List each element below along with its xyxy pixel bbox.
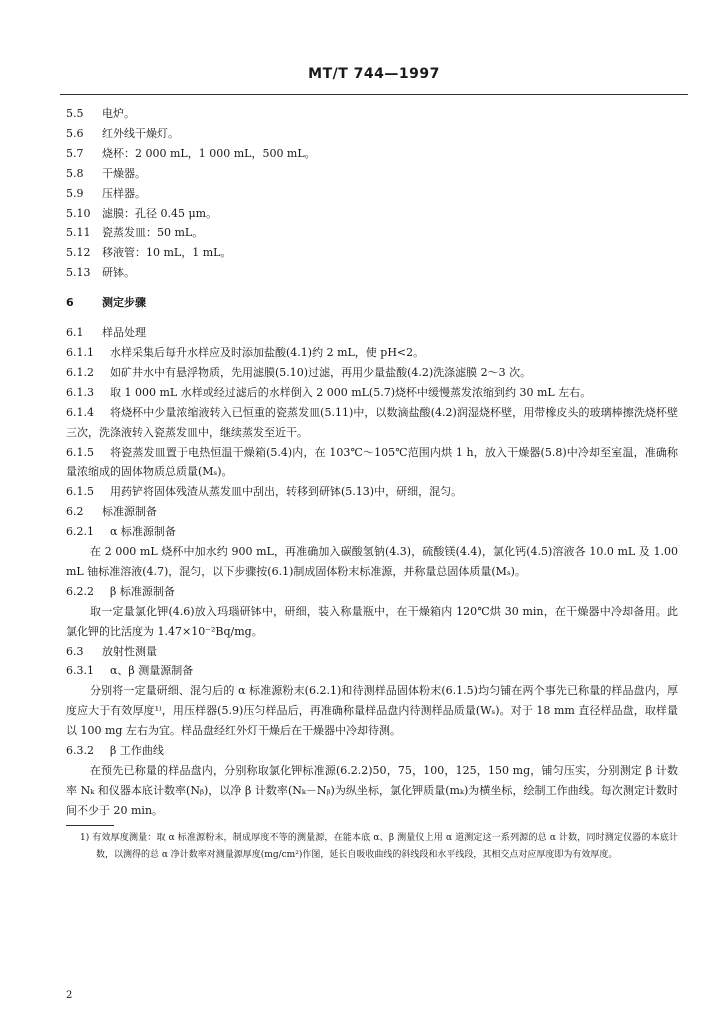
clause-heading: 6.3.1 α、β 测量源制备 [66,664,194,678]
clause-heading: 6.3.2 β 工作曲线 [66,744,164,758]
clause-heading: 6.2.1 α 标准源制备 [66,525,176,539]
clause: 6.1.2 如矿井水中有悬浮物质，先用滤膜(5.10)过滤，再用少量盐酸(4.2)洗涤滤膜 2～3 次。 [66,365,532,379]
clause: 6.1.5 用药铲将固体残渣从蒸发皿中刮出，转移到研钵(5.13)中，研细，混匀。 [66,485,463,499]
clause: 6.1.4 将烧杯中少量浓缩液转入已恒重的瓷蒸发皿(5.11)中，以数滴盐酸(4.2)润湿烧杯壁，用带橡皮头的玻璃棒擦洗烧杯壁三次，洗涤液转入瓷蒸发皿中，继续蒸发至近干。 [66,405,678,439]
list-item: 5.7 烧杯：2 000 mL，1 000 mL，500 mL。 [66,146,316,160]
paragraph: 取一定量氯化钾(4.6)放入玛瑙研钵中，研细，装入称量瓶中，在干燥箱内 120℃烘 30 min，在干燥器中冷却备用。此氯化钾的比活度为 1.47×10⁻²Bq/mg。 [66,604,678,638]
subsection-heading: 6.1 样品处理 [66,326,146,340]
clause-heading: 6.2.2 β 标准源制备 [66,584,175,598]
list-item: 5.11 瓷蒸发皿：50 mL。 [66,226,204,240]
standard-header: MT/T 744—1997 [308,66,440,82]
section-heading: 6 测定步骤 [66,296,146,310]
subsection-heading: 6.3 放射性测量 [66,644,157,658]
list-item: 5.5 电炉。 [66,107,135,120]
paragraph: 在预先已称量的样品盘内，分别称取氯化钾标准源(6.2.2)50，75，100，125，150 mg，铺匀压实，分别测定 β 计数率 Nₖ 和仪器本底计数率(Nᵦ)，以净 β 计数率(Nₖ－Nᵦ)为纵坐标，氯化钾质量(mₖ)为横坐标，绘制工作曲线。每次测定计数时间不少于 20 min。 [66,764,678,817]
list-item: 5.12 移液管：10 mL，1 mL。 [66,246,232,260]
list-item: 5.13 研钵。 [66,266,135,280]
list-item: 5.6 红外线干燥灯。 [66,126,179,140]
paragraph: 分别将一定量研细、混匀后的 α 标准源粉末(6.2.1)和待测样品固体粉末(6.1.5)均匀铺在两个事先已称量的样品盘内，厚度应大于有效厚度¹⁾，用压样器(5.9)压匀样品后，再准确称量样品盘内待测样品质量(Wₛ)。对于 18 mm 直径样品盘，取样量以 100 mg 左右为宜。样品盘经红外灯干燥后在干燥器中冷却待测。 [66,684,678,738]
page-number: 2 [66,990,73,1001]
clause: 6.1.1 水样采集后每升水样应及时添加盐酸(4.1)约 2 mL，使 pH<2。 [66,345,425,359]
footnote: 1) 有效厚度测量：取 α 标准源粉末，制成厚度不等的测量源，在能本底 α、β 测量仪上用 α 道测定这一系列源的总 α 计数，同时测定仪器的本底计数，以测得的总 α 净计数率对测量源厚度(mg/cm²)作图，延长自吸收曲线的斜线段和水平线段，其相交点对应厚度即为有效厚度。 [80,832,678,860]
subsection-heading: 6.2 标准源制备 [66,505,157,519]
footnote-rule [66,825,114,826]
list-item: 5.10 滤膜：孔径 0.45 μm。 [66,206,218,220]
document-body [66,104,678,864]
list-item: 5.8 干燥器。 [66,166,146,180]
header-rule [60,94,688,95]
list-item: 5.9 压样器。 [66,186,146,200]
paragraph: 在 2 000 mL 烧杯中加水约 900 mL，再准确加入碳酸氢钠(4.3)，硫酸镁(4.4)，氯化钙(4.5)溶液各 10.0 mL 及 1.00 mL 铀标准溶液(4.7)，混匀，以下步骤按(6.1)制成固体粉末标准源，并称量总固体质量(Mₛ)。 [66,545,678,578]
clause: 6.1.3 取 1 000 mL 水样或经过滤后的水样倒入 2 000 mL(5.7)烧杯中缓慢蒸发浓缩到约 30 mL 左右。 [66,385,592,399]
clause: 6.1.5 将瓷蒸发皿置于电热恒温干燥箱(5.4)内，在 103℃～105℃范围内烘 1 h，放入干燥器(5.8)中冷却至室温，准确称量浓缩成的固体物质总质量(Mₛ)。 [66,445,678,479]
